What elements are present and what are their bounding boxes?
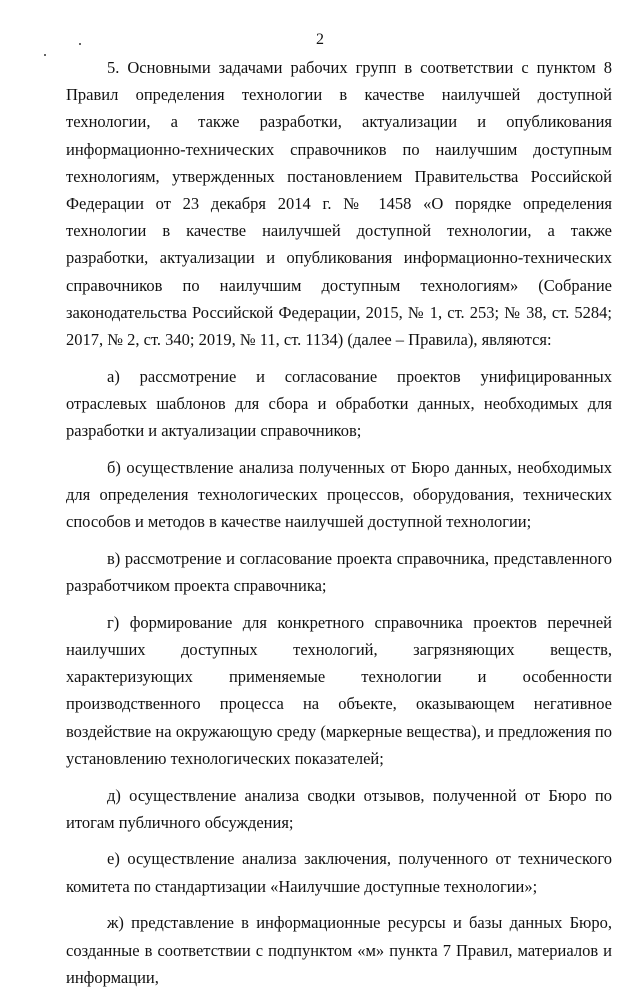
page-number: 2 [316,31,324,48]
list-item-v: в) рассмотрение и согласование проекта справочника, представленного разработчиком проекта справочника; [66,548,612,596]
list-item-g: г) формирование для конкретного справочника проектов перечней наилучших доступных технологий, загрязняющих веществ, характеризующих применяемые технологии и особенности производственного процесса на объекте, оказывающем негативное воздействие на окружающую среду (маркерные вещества), и предложения по установлению технологических показателей; [66,612,612,768]
list-item-d: д) осуществление анализа сводки отзывов, полученной от Бюро по итогам публичного обсуждения; [66,785,612,832]
paragraph-5: 5. Основными задачами рабочих групп в соответствии с пунктом 8 Правил определения технологии в качестве наилучшей доступной технологии, а также разработки, актуализации и опубликования информационно-технических справочников по наилучшим доступным технологиям, утвержденных постановлением Правительства Российской Федерации от 23 декабря 2014 г. № 1458 «О порядке определения технологии в качестве наилучшей доступной технологии, а также разработки, актуализации и опубликования информационно-технических справочников по наилучшим доступным технологиям» (Собрание законодательства Российской Федерации, 2015, № 1, ст. 253; № 38, ст. 5284; 2017, № 2, ст. 340; 2019, № 11, ст. 1134) (далее – Правила), являются: [66,58,612,350]
document-body [66,54,612,1001]
scan-speck [44,54,46,56]
list-item-b: б) осуществление анализа полученных от Бюро данных, необходимых для определения технологических процессов, оборудования, технических способов и методов в качестве наилучшей доступной технологии; [66,457,612,532]
list-item-e: е) осуществление анализа заключения, полученного от технического комитета по стандартизации «Наилучшие доступные технологии»; [66,849,612,896]
list-item-zh: ж) представление в информационные ресурсы и базы данных Бюро, созданные в соответствии с подпунктом «м» пункта 7 Правил, материалов и информации, [66,913,612,987]
scan-speck [79,43,81,45]
list-item-a: а) рассмотрение и согласование проектов унифицированных отраслевых шаблонов для сбора и обработки данных, необходимых для разработки и актуализации справочников; [66,366,612,441]
